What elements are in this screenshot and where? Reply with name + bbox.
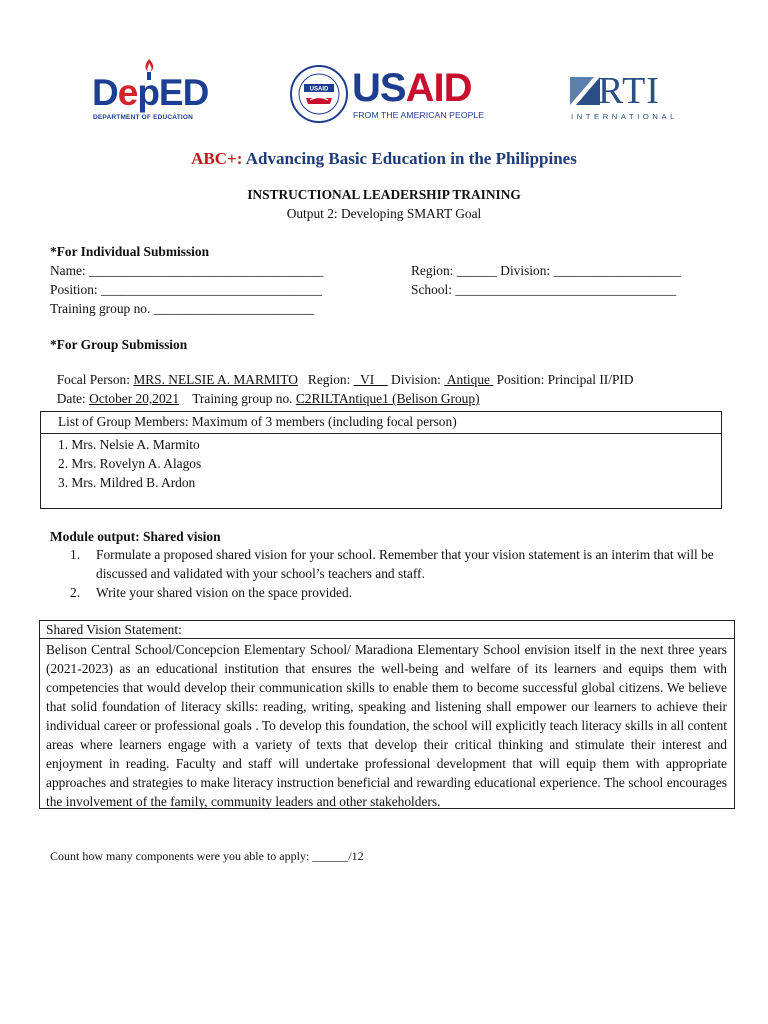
member-item: 3. Mrs. Mildred B. Ardon: [58, 475, 196, 490]
shared-vision-box: [39, 620, 735, 809]
rti-mark-icon: [570, 73, 600, 107]
region-value: VI: [353, 372, 388, 387]
instruction-item: 2. Write your shared vision on the space provided.: [70, 585, 353, 600]
focal-person-line: Focal Person: MRS. NELSIE A. MARMITO Region: VI Division: Antique Position: Principal II/PID: [56, 372, 634, 387]
usaid-seal-icon: [290, 64, 348, 124]
module-heading: Module output: Shared vision: [50, 529, 221, 544]
individual-heading: *For Individual Submission: [50, 244, 210, 259]
instruction-item: 1. Formulate a proposed shared vision for your school. Remember that your vision statement is an interim that will be discussed and validated with your school’s teachers and staff.: [70, 547, 714, 581]
instruction-list: [70, 545, 730, 602]
name-field[interactable]: Name: ___________________________________: [50, 263, 324, 278]
document-title: [0, 149, 768, 169]
division-value: Antique: [444, 372, 494, 387]
component-count: Count how many components were you able to apply: ______/12: [50, 849, 364, 863]
training-group-field[interactable]: Training group no. ________________________: [50, 301, 315, 316]
title-prefix: ABC+:: [191, 149, 243, 168]
member-item: 1. Mrs. Nelsie A. Marmito: [58, 437, 200, 452]
deped-wordmark: DepED: [92, 72, 209, 113]
deped-subtitle: DEPARTMENT OF EDUCATION: [93, 114, 194, 121]
focal-person-value: MRS. NELSIE A. MARMITO: [133, 372, 298, 387]
date-value: October 20,2021: [89, 391, 180, 406]
usaid-wordmark: USAID: [352, 66, 472, 110]
group-members-table: [40, 411, 722, 509]
usaid-logo: [290, 64, 490, 126]
training-title: INSTRUCTIONAL LEADERSHIP TRAINING: [247, 187, 521, 202]
member-item: 2. Mrs. Rovelyn A. Alagos: [58, 456, 202, 471]
group-heading: *For Group Submission: [50, 337, 188, 352]
vision-statement[interactable]: Belison Central School/Concepcion Elementary School/ Maradiona Elementary School envision itself in the next three years (2021-2023) as an educational institution that ensures the well-being and welfare of its learners and equips them with competencies that would develop their communication skills to enable them to become successful global citizens. We believe that solid foundation of literacy skills: reading, writing, speaking and listening shall empower our learners to achieve their individual career or professional goals . To develop this foundation, the school will explicitly teach literacy skills in all content areas where learners engage with a variety of texts that develop their critical thinking and stimulate their interest and enjoyment in reading. Faculty and staff will undertake professional development that will equip them with appropriate approaches and strategies to make literacy instruction beneficial and rewarding educational experience. The school encourages the involvement of the family, community leaders and other stakeholders.: [46, 642, 727, 809]
region-division-field[interactable]: Region: ______ Division: ___________________: [411, 263, 681, 278]
position-field[interactable]: Position: _________________________________: [50, 282, 322, 297]
output-subtitle: Output 2: Developing SMART Goal: [286, 206, 482, 221]
deped-logo: [92, 58, 222, 124]
school-field[interactable]: School: _________________________________: [411, 282, 677, 297]
title-rest: Advancing Basic Education in the Philippines: [245, 149, 577, 168]
vision-header: Shared Vision Statement:: [40, 621, 734, 639]
members-header: List of Group Members: Maximum of 3 members (including focal person): [41, 412, 721, 434]
rti-wordmark: RTI: [598, 70, 660, 112]
rti-logo: [570, 70, 685, 125]
training-group-value: C2RILTAntique1 (Belison Group): [295, 391, 480, 406]
usaid-seal-text: USAID: [309, 86, 329, 93]
usaid-subtitle: FROM THE AMERICAN PEOPLE: [353, 110, 485, 120]
date-line: Date: October 20,2021 Training group no. C2RILTAntique1 (Belison Group): [56, 391, 480, 406]
rti-subtitle: INTERNATIONAL: [571, 112, 678, 121]
